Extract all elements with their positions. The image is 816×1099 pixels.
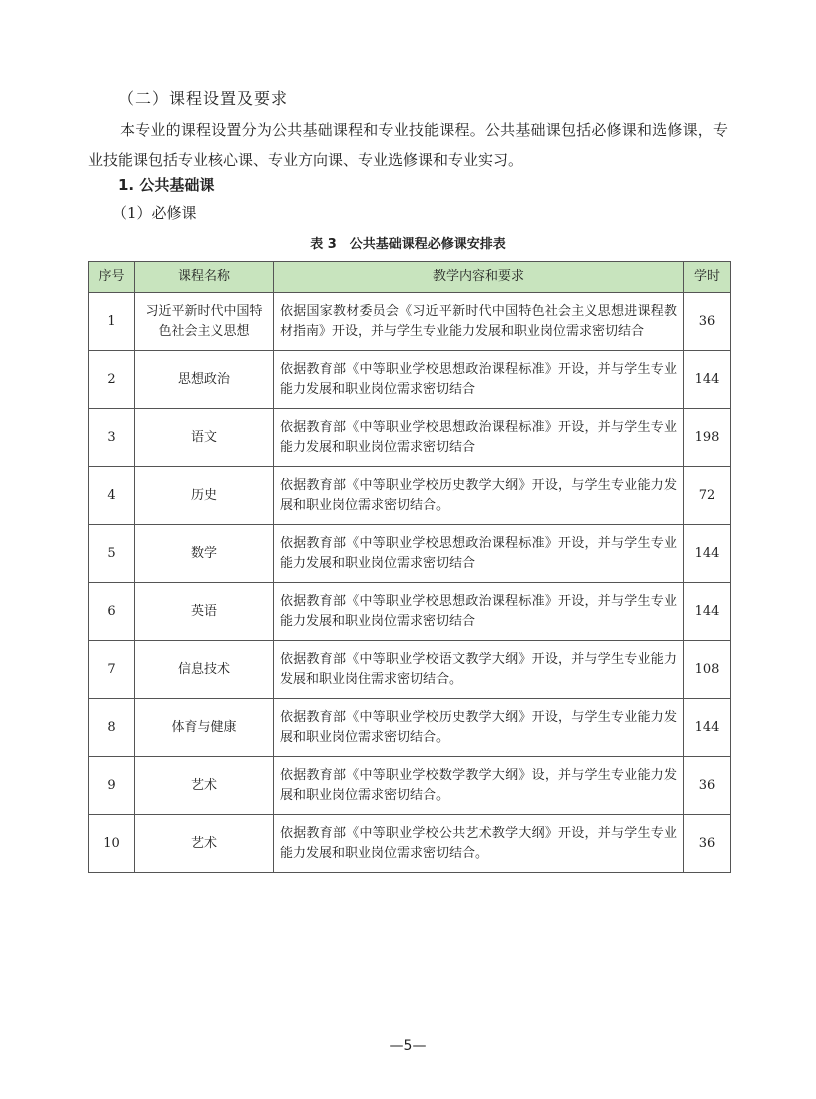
course-hours: 144 bbox=[684, 351, 731, 409]
course-hours: 72 bbox=[684, 467, 731, 525]
row-number: 2 bbox=[89, 351, 135, 409]
header-course-name: 课程名称 bbox=[135, 262, 274, 293]
table-row bbox=[89, 525, 731, 583]
row-number: 10 bbox=[89, 815, 135, 873]
course-content: 依据教育部《中等职业学校思想政治课程标准》开设，并与学生专业能力发展和职业岗位需求密切结合 bbox=[274, 409, 684, 467]
row-number: 6 bbox=[89, 583, 135, 641]
course-name: 艺术 bbox=[135, 757, 274, 815]
course-name: 体育与健康 bbox=[135, 699, 274, 757]
table-row bbox=[89, 583, 731, 641]
course-name: 历史 bbox=[135, 467, 274, 525]
header-hours: 学时 bbox=[684, 262, 731, 293]
table-row bbox=[89, 351, 731, 409]
course-hours: 36 bbox=[684, 757, 731, 815]
table-row bbox=[89, 409, 731, 467]
course-table bbox=[88, 261, 731, 873]
course-name: 语文 bbox=[135, 409, 274, 467]
table-body bbox=[89, 293, 731, 873]
course-name: 数学 bbox=[135, 525, 274, 583]
table-row bbox=[89, 641, 731, 699]
header-content: 教学内容和要求 bbox=[274, 262, 684, 293]
row-number: 3 bbox=[89, 409, 135, 467]
course-content: 依据教育部《中等职业学校历史教学大纲》开设，与学生专业能力发展和职业岗位需求密切结合。 bbox=[274, 467, 684, 525]
subsection-heading-public-basic: 1. 公共基础课 bbox=[118, 176, 215, 194]
table-row bbox=[89, 815, 731, 873]
course-name: 信息技术 bbox=[135, 641, 274, 699]
table-row bbox=[89, 699, 731, 757]
course-hours: 36 bbox=[684, 815, 731, 873]
header-no: 序号 bbox=[89, 262, 135, 293]
row-number: 1 bbox=[89, 293, 135, 351]
course-hours: 144 bbox=[684, 583, 731, 641]
table-header-row bbox=[89, 262, 731, 293]
page-number: —5— bbox=[389, 1038, 427, 1054]
row-number: 7 bbox=[89, 641, 135, 699]
row-number: 9 bbox=[89, 757, 135, 815]
course-name: 艺术 bbox=[135, 815, 274, 873]
course-content: 依据教育部《中等职业学校思想政治课程标准》开设，并与学生专业能力发展和职业岗位需求密切结合 bbox=[274, 525, 684, 583]
course-content: 依据教育部《中等职业学校历史教学大纲》开设，与学生专业能力发展和职业岗位需求密切结合。 bbox=[274, 699, 684, 757]
course-name: 习近平新时代中国特色社会主义思想 bbox=[135, 293, 274, 351]
row-number: 4 bbox=[89, 467, 135, 525]
course-hours: 198 bbox=[684, 409, 731, 467]
course-name: 思想政治 bbox=[135, 351, 274, 409]
course-hours: 36 bbox=[684, 293, 731, 351]
course-content: 依据教育部《中等职业学校数学教学大纲》设，并与学生专业能力发展和职业岗位需求密切结合。 bbox=[274, 757, 684, 815]
table-row bbox=[89, 467, 731, 525]
course-hours: 144 bbox=[684, 525, 731, 583]
course-name: 英语 bbox=[135, 583, 274, 641]
table-caption: 表 3 公共基础课程必修课安排表 bbox=[310, 237, 506, 252]
row-number: 8 bbox=[89, 699, 135, 757]
course-content: 依据国家教材委员会《习近平新时代中国特色社会主义思想进课程教材指南》开设，并与学生专业能力发展和职业岗位需求密切结合 bbox=[274, 293, 684, 351]
course-content: 依据教育部《中等职业学校思想政治课程标准》开设，并与学生专业能力发展和职业岗位需求密切结合 bbox=[274, 351, 684, 409]
subsection-heading-required: （1）必修课 bbox=[112, 204, 197, 222]
table-row bbox=[89, 293, 731, 351]
table-row bbox=[89, 757, 731, 815]
intro-paragraph: 本专业的课程设置分为公共基础课程和专业技能课程。公共基础课包括必修课和选修课，专业技能课包括专业核心课、专业方向课、专业选修课和专业实习。 bbox=[88, 121, 728, 169]
row-number: 5 bbox=[89, 525, 135, 583]
course-hours: 144 bbox=[684, 699, 731, 757]
course-hours: 108 bbox=[684, 641, 731, 699]
section-title: （二）课程设置及要求 bbox=[118, 89, 289, 108]
course-content: 依据教育部《中等职业学校语文教学大纲》开设，并与学生专业能力发展和职业岗住需求密切结合。 bbox=[274, 641, 684, 699]
course-content: 依据教育部《中等职业学校公共艺术教学大纲》开设，并与学生专业能力发展和职业岗位需求密切结合。 bbox=[274, 815, 684, 873]
course-content: 依据教育部《中等职业学校思想政治课程标准》开设，并与学生专业能力发展和职业岗位需求密切结合 bbox=[274, 583, 684, 641]
